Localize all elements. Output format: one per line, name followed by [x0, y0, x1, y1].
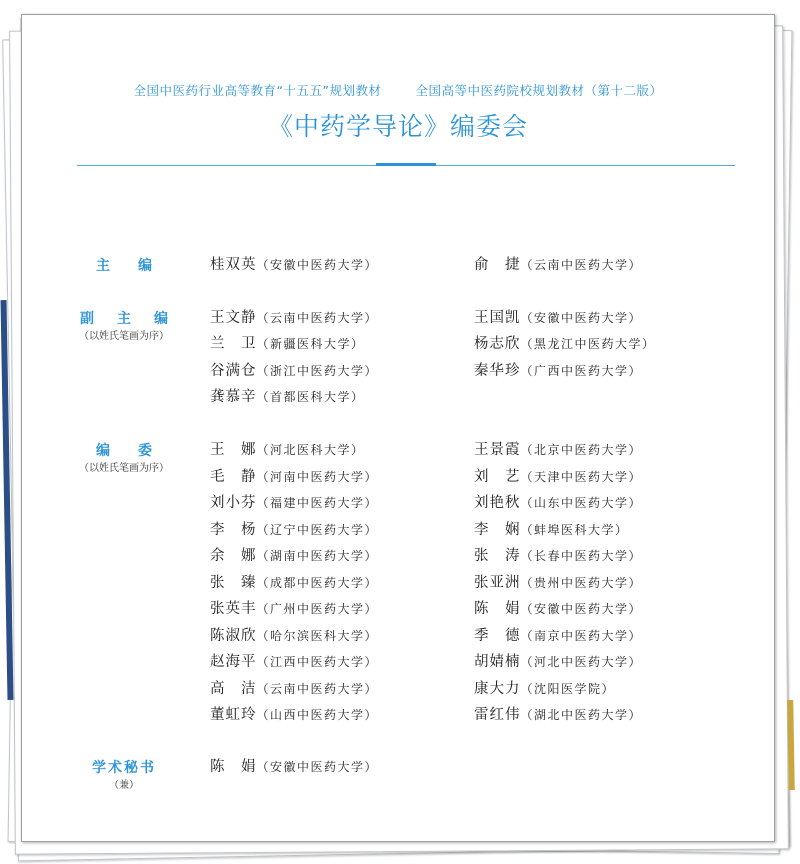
person-affiliation: （北京中医药大学） — [520, 443, 643, 457]
person-affiliation: （河南中医药大学） — [256, 469, 379, 484]
series-left: 全国中医药行业高等教育“十五五”规划教材 — [133, 83, 382, 98]
member-entry — [474, 518, 629, 539]
section-label-deputy-editor: 副主编 — [80, 311, 168, 327]
member-entry — [474, 677, 615, 698]
member-entry — [474, 703, 642, 724]
person-affiliation: （福建中医药大学） — [256, 496, 379, 510]
member-entry — [210, 624, 378, 645]
person-name: 俞 捷 — [474, 257, 521, 273]
deputy-editor-entry — [474, 332, 656, 353]
person-name: 杨志欣 — [474, 336, 521, 352]
person-name: 张亚洲 — [474, 574, 521, 591]
person-affiliation: （贵州中医药大学） — [520, 575, 643, 590]
person-affiliation: （浙江中医药大学） — [256, 364, 379, 378]
deputy-editor-entry — [210, 385, 365, 406]
person-name: 谷满仓 — [210, 363, 257, 379]
person-affiliation: （云南中医药大学） — [256, 311, 379, 325]
person-name: 李 娴 — [474, 521, 521, 538]
person-affiliation: （沈阳医学院） — [520, 681, 616, 696]
member-entry — [474, 597, 642, 618]
section-note-deputy: （以姓氏笔画为序） — [79, 331, 169, 342]
member-entry — [210, 650, 378, 671]
person-name: 刘小芬 — [210, 495, 257, 511]
member-entry — [474, 650, 642, 671]
member-entry — [210, 677, 378, 698]
member-entry — [210, 597, 378, 618]
deputy-editor-entry — [210, 332, 365, 353]
person-name: 兰 卫 — [210, 336, 257, 352]
person-affiliation: （安徽中医药大学） — [520, 311, 643, 325]
person-affiliation: （长春中医药大学） — [520, 549, 643, 563]
person-affiliation: （广西中医药大学） — [520, 364, 643, 378]
document-page — [21, 14, 775, 842]
person-name: 王 娜 — [210, 442, 257, 458]
section-label-members: 编 委 — [96, 443, 152, 459]
person-name: 王国凯 — [474, 310, 521, 326]
person-name: 李 杨 — [210, 521, 257, 538]
person-name: 赵海平 — [210, 654, 257, 670]
deputy-editor-entry — [210, 359, 378, 380]
person-name: 秦华珍 — [474, 363, 521, 379]
page-title: 《中药学导论》编委会 — [267, 112, 528, 141]
person-affiliation: （湖南中医药大学） — [256, 549, 379, 563]
section-note-members: （以姓氏笔画为序） — [79, 463, 169, 474]
person-affiliation: （河北医科大学） — [256, 443, 365, 457]
member-entry — [210, 703, 378, 724]
member-entry — [474, 465, 642, 486]
member-entry — [210, 438, 365, 459]
person-affiliation: （云南中医药大学） — [256, 681, 379, 696]
member-entry — [474, 544, 642, 565]
person-name: 毛 静 — [210, 468, 257, 485]
member-entry — [210, 544, 378, 565]
deputy-editor-entry — [474, 306, 642, 327]
person-name: 桂双英 — [210, 257, 257, 273]
chief-editor-entry — [210, 253, 378, 274]
person-name: 陈 娟 — [474, 601, 521, 617]
person-affiliation: （成都中医药大学） — [256, 575, 379, 590]
person-affiliation: （广州中医药大学） — [256, 602, 379, 616]
person-name: 刘 艺 — [474, 468, 521, 485]
deputy-editor-entry — [474, 359, 642, 380]
member-entry — [474, 438, 642, 459]
person-affiliation: （山西中医药大学） — [256, 708, 379, 722]
section-label-chief-editor: 主 编 — [96, 258, 152, 274]
person-affiliation: （新疆医科大学） — [256, 337, 365, 351]
person-affiliation: （南京中医药大学） — [520, 628, 643, 643]
person-affiliation: （湖北中医药大学） — [520, 708, 643, 722]
secretary-entry — [210, 755, 378, 776]
person-name: 张英丰 — [210, 601, 257, 617]
person-affiliation: （江西中医药大学） — [256, 655, 379, 669]
member-entry — [474, 491, 642, 512]
person-name: 陈 娟 — [210, 759, 257, 775]
person-affiliation: （云南中医药大学） — [520, 258, 643, 272]
person-name: 刘艳秋 — [474, 495, 521, 511]
person-name: 康大力 — [474, 680, 521, 697]
member-entry — [474, 624, 642, 645]
section-note-secretary: （兼） — [109, 780, 139, 791]
member-entry — [210, 491, 378, 512]
series-right: 全国高等中医药院校规划教材（第十二版） — [415, 83, 663, 98]
person-affiliation: （首都医科大学） — [256, 390, 365, 404]
person-affiliation: （河北中医药大学） — [520, 655, 643, 669]
person-affiliation: （黑龙江中医药大学） — [520, 337, 656, 351]
person-name: 雷红伟 — [474, 707, 521, 723]
person-affiliation: （辽宁中医药大学） — [256, 522, 379, 537]
person-name: 陈淑欣 — [210, 627, 257, 644]
person-name: 季 德 — [474, 627, 521, 644]
person-name: 张 涛 — [474, 548, 521, 564]
member-entry — [474, 571, 642, 592]
book-cover-edge — [787, 700, 795, 790]
person-affiliation: （山东中医药大学） — [520, 496, 643, 510]
person-name: 胡婧楠 — [474, 654, 521, 670]
deputy-editor-entry — [210, 306, 378, 327]
person-name: 张 臻 — [210, 574, 257, 591]
person-affiliation: （天津中医药大学） — [520, 469, 643, 484]
person-name: 王文静 — [210, 310, 257, 326]
person-affiliation: （安徽中医药大学） — [256, 258, 379, 272]
member-entry — [210, 571, 378, 592]
title-divider-accent — [376, 163, 436, 166]
person-affiliation: （安徽中医药大学） — [520, 602, 643, 616]
section-label-secretary: 学术秘书 — [92, 760, 156, 776]
member-entry — [210, 465, 378, 486]
chief-editor-entry — [474, 253, 642, 274]
person-affiliation: （安徽中医药大学） — [256, 760, 379, 774]
person-name: 王景霞 — [474, 442, 521, 458]
person-affiliation: （哈尔滨医科大学） — [256, 628, 379, 643]
series-line — [22, 81, 774, 99]
person-affiliation: （蚌埠医科大学） — [520, 522, 629, 537]
person-name: 高 洁 — [210, 680, 257, 697]
member-entry — [210, 518, 378, 539]
person-name: 余 娜 — [210, 548, 257, 564]
person-name: 龚慕辛 — [210, 389, 257, 405]
person-name: 董虹玲 — [210, 707, 257, 723]
